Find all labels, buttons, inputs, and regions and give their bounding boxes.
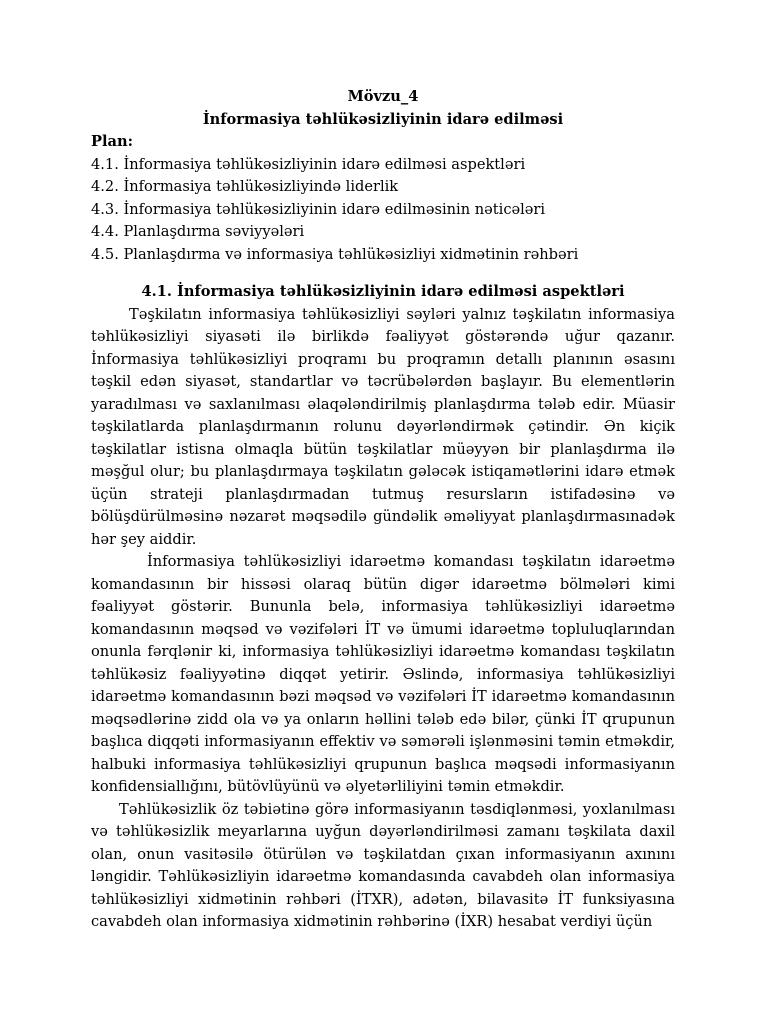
plan-item: 4.4. Planlaşdırma səviyyələri [91, 223, 305, 240]
body-paragraph: Təhlükəsizlik öz təbiətinə görə informasiyanın təsdiqlənməsi, yoxlanılması və təhlükəsizlik meyarlarına uyğun dəyərləndirilməsi zamanı təşkilata daxil olan, onun vasitəsilə ötürülən və təşkilatdan çıxan informasiyanın axınını ləngidir. Təhlükəsizliyin idarəetmə komandasında cavabdeh olan informasiya təhlükəsizliyi xidmətinin rəhbəri (İTXR), adətən, bilavasitə İT funksiyasına cavabdeh olan informasiya xidmətinin rəhbərinə (İXR) hesabat verdiyi üçün [91, 800, 675, 930]
document-title: İnformasiya təhlükəsizliyinin idarə edilməsi [202, 110, 564, 128]
plan-item: 4.2. İnformasiya təhlükəsizliyində liderlik [91, 178, 399, 195]
plan-item: 4.1. İnformasiya təhlükəsizliyinin idarə edilməsi aspektləri [91, 155, 526, 173]
document-page [91, 86, 675, 934]
topic-heading: Mövzu_4 [347, 88, 419, 105]
body-paragraph: İnformasiya təhlükəsizliyi idarəetmə komandası təşkilatın idarəetmə komandasının bir hissəsi olaraq bütün digər idarəetmə bölmələri kimi fəaliyyət göstərir. Bununla belə, informasiya təhlükəsizliyi idarəetmə komandasının məqsəd və vəzifələri İT və ümumi idarəetmə topluluqlarından onunla fərqlənir ki, informasiya təhlükəsizliyi idarəetmə komandası təşkilatın təhlükəsiz fəaliyyətinə diqqət yetirir. Əslində, informasiya təhlükəsizliyi idarəetmə komandasının bəzi məqsəd və vəzifələri İT idarəetmə komandasının məqsədlərinə zidd ola və ya onların həllini tələb edə bilər, çünki İT qrupunun başlıca diqqəti informasiyanın effektiv və səmərəli işlənməsini təmin etməkdir, halbuki informasiya təhlükəsizliyi qrupunun başlıca məqsədi informasiyanın konfidensiallığını, bütövlüyünü və əlyetərliliyini təmin etməkdir. [91, 553, 675, 795]
plan-item: 4.3. İnformasiya təhlükəsizliyinin idarə edilməsinin nəticələri [91, 200, 546, 218]
plan-item: 4.5. Planlaşdırma və informasiya təhlükəsizliyi xidmətinin rəhbəri [91, 245, 579, 263]
body-paragraph: Təşkilatın informasiya təhlükəsizliyi səyləri yalnız təşkilatın informasiya təhlükəsizliyi siyasəti ilə birlikdə fəaliyyət göstərəndə uğur qazanır. İnformasiya təhlükəsizliyi proqramı bu proqramın detallı planının əsasını təşkil edən siyasət, standartlar və təcrübələrdən başlayır. Bu elementlərin yaradılması və saxlanılması əlaqələndirilmiş planlaşdırma tələb edir. Müasir təşkilatlarda planlaşdırmanın rolunu dəyərləndirmək çətindir. Ən kiçik təşkilatlar istisna olmaqla bütün təşkilatlar müəyyən bir planlaşdırma ilə məşğul olur; bu planlaşdırmaya təşkilatın gələcək istiqamətlərini idarə etmək üçün strateji planlaşdırmadan tutmuş resursların istifadəsinə və bölüşdürülməsinə nəzarət məqsədilə gündəlik əməliyyat planlaşdırmasınadək hər şey aiddir. [91, 305, 675, 548]
section-heading: 4.1. İnformasiya təhlükəsizliyinin idarə edilməsi aspektləri [141, 283, 625, 300]
plan-label: Plan: [91, 133, 133, 150]
plan-list [91, 154, 675, 267]
